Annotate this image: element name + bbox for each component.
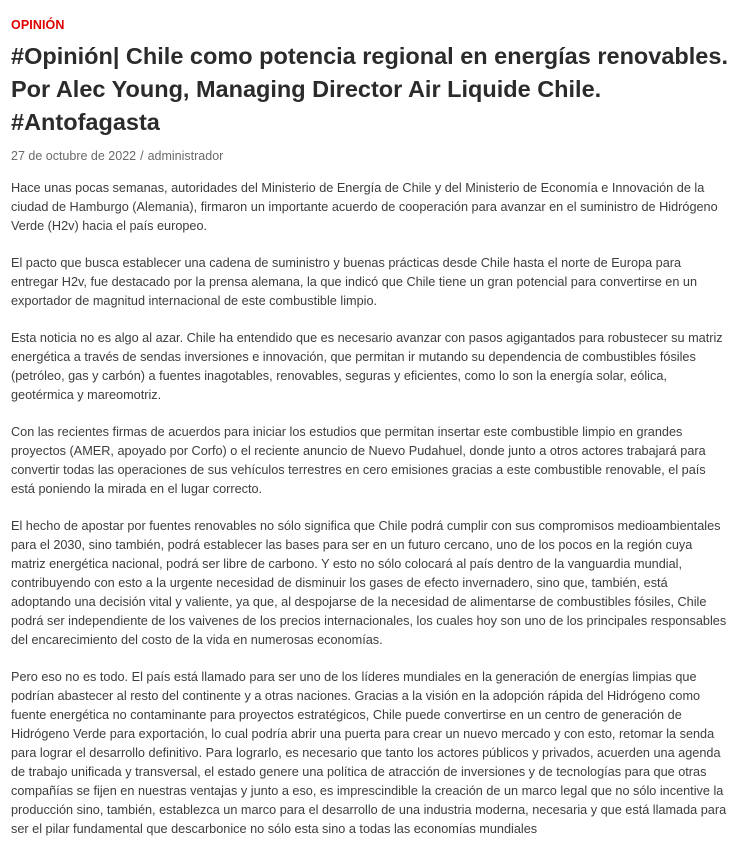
post-date-link[interactable]: 27 de octubre de 2022 — [11, 149, 137, 163]
paragraph: Hace unas pocas semanas, autoridades del Ministerio de Energía de Chile y del Ministerio de Economía e Innovación de la ciudad de Hamburgo (Alemania), firmaron un importante acuerdo de cooperación para avanzar en el suministro de Hidrógeno Verde (H2v) hacia el país europeo. — [11, 181, 718, 233]
author-link[interactable]: administrador — [147, 149, 224, 163]
post-body — [11, 179, 728, 839]
paragraph: El hecho de apostar por fuentes renovables no sólo significa que Chile podrá cumplir con sus compromisos medioambientales para el 2030, sino también, podrá establecer las bases para ser en un futuro cercano, uno de los pocos en la región cuya matriz energética nacional, podrá ser libre de carbono. Y esto no sólo colocará al país dentro de la vanguardia mundial, contribuyendo con esto a la urgente necesidad de disminuir los gases de efecto invernadero, sino que, también, está adoptando una decisión vital y valiente, ya que, al despojarse de la necesidad de alimentarse de combustibles fósiles, Chile podrá ser independiente de los vaivenes de los precios internacionales, los cuales hoy son uno de los principales responsables del encarecimiento del costo de la vida en numerosas economías. — [11, 519, 727, 647]
post-title: #Opinión| Chile como potencia regional en energías renovables. Por Alec Young, Managing Director Air Liquide Chile. #Antofagasta — [11, 43, 728, 135]
paragraph: Esta noticia no es algo al azar. Chile ha entendido que es necesario avanzar con pasos agigantados para robustecer su matriz energética a través de sendas inversiones e innovación, que permitan ir mutando su dependencia de combustibles fósiles (petróleo, gas y carbón) a fuentes inagotables, renovables, seguras y eficientes, como lo son la energía solar, eólica, geotérmica y mareomotriz. — [11, 331, 723, 402]
paragraph: Con las recientes firmas de acuerdos para iniciar los estudios que permitan insertar este combustible limpio en grandes proyectos (AMER, apoyado por Corfo) o el reciente anuncio de Nuevo Pudahuel, donde junto a otros actores trabajará para convertir todas las operaciones de sus vehículos terrestres en cero emisiones gracias a este combustible renovable, el país está poniendo la mirada en el lugar correcto. — [11, 425, 706, 496]
paragraph: El pacto que busca establecer una cadena de suministro y buenas prácticas desde Chile hasta el norte de Europa para entregar H2v, fue destacado por la prensa alemana, la que indicó que Chile tiene un gran potencial para convertirse en un exportador de magnitud internacional de este combustible limpio. — [11, 256, 698, 308]
paragraph: Pero eso no es todo. El país está llamado para ser uno de los líderes mundiales en la generación de energías limpias que podrían abastecer al resto del continente y a otras naciones. Gracias a la visión en la adopción rápida del Hidrógeno como fuente energética no contaminante para proyectos estratégicos, Chile puede convertirse en un centro de generación de Hidrógeno Verde para exportación, lo cual podría abrir una puerta para crear un nuevo mercado y con esto, retomar la senda para lograr el desarrollo definitivo. Para lograrlo, es necesario que tanto los actores públicos y privados, acuerden una agenda de trabajo unificada y transversal, el estado genere una política de atracción de inversiones y de tecnologías para que otras compañías se fijen en nuestras ventajas y junto a eso, es imprescindible la creación de un marco legal que no sólo incentive la producción sino, también, establezca un marco para el desarrollo de una industria moderna, necesaria y que está llamada para ser el pilar fundamental que descarbonice no sólo esta sino a todas las economías mundiales — [11, 670, 727, 836]
category-link[interactable]: OPINIÓN — [11, 18, 65, 32]
meta-separator: / — [140, 149, 144, 163]
post-meta — [11, 148, 728, 165]
